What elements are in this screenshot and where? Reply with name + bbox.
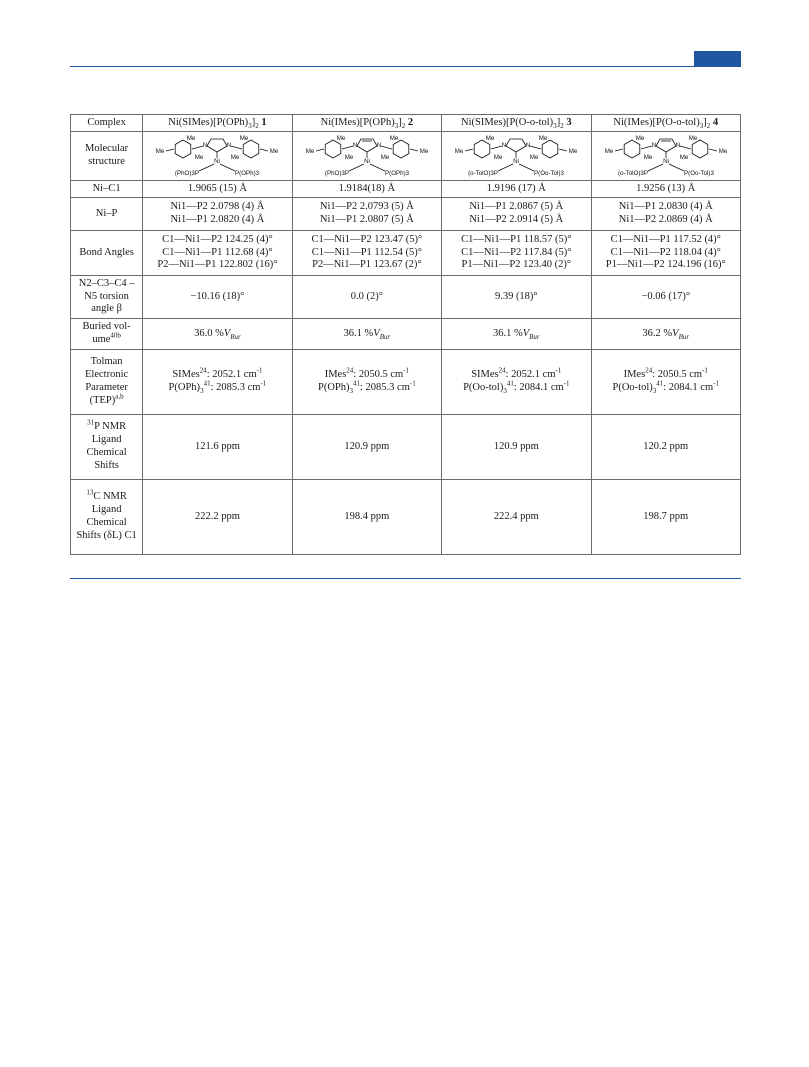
nitrogen-right-label: N: [526, 142, 531, 149]
mesityl-ring-right: [244, 140, 260, 158]
ni-p-cell: Ni1—P1 2.0867 (5) Å Ni1—P2 2.0914 (5) Å: [442, 198, 591, 231]
c13-shift-value: 198.4 ppm: [292, 480, 441, 555]
para-methyl-bond-right: [559, 149, 567, 151]
row-label-31p-nmr: $^{31}$P NMR Ligand Chemical Shifts: [71, 415, 143, 480]
n-aryl-bond-right: [530, 146, 541, 149]
methyl-para-left-label: Me: [604, 148, 614, 155]
ring-bond-left: [656, 146, 666, 152]
row-label-tep: Tolman Electronic Parameter (TEP)$^{a,b}$: [71, 350, 143, 415]
para-methyl-bond-right: [260, 149, 268, 151]
ni-c1-value: 1.9184(18) Å: [292, 181, 441, 198]
header-compound-4: $Ni(IMes)[P(O-o-tol)_3]_2$ 4: [591, 115, 740, 132]
ni-p-bond-left: [199, 164, 214, 171]
para-methyl-bond-left: [615, 149, 623, 151]
ni-p-bond-left: [648, 164, 663, 171]
p31-shift-value: 121.6 ppm: [143, 415, 292, 480]
buried-volume-value: 36.2 $\%V_{Bur}$: [591, 319, 740, 350]
row-label-ni-c1: Ni–C1: [71, 181, 143, 198]
row-label-buried-volume: Buried vol-ume$^{40b}$: [71, 319, 143, 350]
methyl-ortho-right-label: Me: [380, 154, 390, 161]
ni-p-cell: Ni1—P2 2.0793 (5) Å Ni1—P1 2.0807 (5) Å: [292, 198, 441, 231]
para-methyl-bond-left: [316, 149, 324, 151]
n-aryl-bond-right: [231, 146, 242, 149]
ring-bond-right: [666, 146, 676, 152]
methyl-top-right-label: Me: [389, 135, 399, 142]
imidazole-backbone: [207, 139, 227, 146]
row-label-structure: Molecular structure: [71, 132, 143, 181]
methyl-para-left-label: Me: [156, 148, 165, 155]
n-aryl-bond-right: [381, 146, 392, 149]
p31-shift-value: 120.2 ppm: [591, 415, 740, 480]
n-aryl-bond-left: [491, 146, 502, 149]
table-header-row: [71, 115, 741, 132]
methyl-para-right-label: Me: [718, 148, 728, 155]
row-label-ni-p: Ni–P: [71, 198, 143, 231]
c13-shift-value: 222.2 ppm: [143, 480, 292, 555]
torsion-value: −0.06 (17)°: [591, 276, 740, 319]
imidazole-backbone: [656, 139, 676, 146]
molecule-structure-2: [297, 134, 437, 178]
nitrogen-left-label: N: [203, 142, 208, 149]
methyl-ortho-left-label: Me: [195, 154, 204, 161]
methyl-para-right-label: Me: [419, 148, 429, 155]
molecule-structure-3: [446, 134, 586, 178]
nickel-label: Ni: [513, 158, 520, 165]
bond-angles-cell: C1—Ni1—P2 123.47 (5)° C1—Ni1—P1 112.54 (5)° P2—Ni1—P1 123.67 (2)°: [292, 231, 441, 276]
ring-bond-right: [217, 146, 227, 152]
header-rule: [70, 66, 741, 67]
n-aryl-bond-left: [192, 146, 203, 149]
nickel-label: Ni: [662, 158, 669, 165]
ring-bond-right: [516, 146, 526, 152]
nitrogen-left-label: N: [651, 142, 656, 149]
nitrogen-right-label: N: [227, 142, 232, 149]
tep-cell: SIMes$^{24}$: 2052.1 $cm^{-1}$ $P(Oo-tol)_3^{41}$: 2084.1 $cm^{-1}$: [442, 350, 591, 415]
molecule-structure-1: [147, 134, 287, 178]
c13-shift-value: 198.7 ppm: [591, 480, 740, 555]
n-aryl-bond-left: [641, 146, 652, 149]
ring-bond-right: [367, 146, 377, 152]
table-row-13c-nmr: [71, 480, 741, 555]
tep-cell: IMes$^{24}$: 2050.5 $cm^{-1}$ $P(Oo-tol)_3^{41}$: 2084.1 $cm^{-1}$: [591, 350, 740, 415]
ni-p-bond-right: [370, 164, 385, 171]
torsion-value: 9.39 (18)°: [442, 276, 591, 319]
ring-bond-left: [207, 146, 217, 152]
molecule-cell-3: [442, 132, 591, 181]
nitrogen-right-label: N: [675, 142, 680, 149]
ni-c1-value: 1.9256 (13) Å: [591, 181, 740, 198]
ni-p-bond-left: [349, 164, 364, 171]
ni-p-bond-left: [498, 164, 513, 171]
methyl-ortho-right-label: Me: [231, 154, 240, 161]
ni-c1-value: 1.9196 (17) Å: [442, 181, 591, 198]
methyl-para-right-label: Me: [568, 148, 578, 155]
imidazole-backbone: [357, 139, 377, 146]
ni-p-cell: Ni1—P2 2.0798 (4) Å Ni1—P1 2.0820 (4) Å: [143, 198, 292, 231]
methyl-top-right-label: Me: [688, 135, 698, 142]
header-compound-2: $Ni(IMes)[P(OPh)_3]_2$ 2: [292, 115, 441, 132]
row-label-bond-angles: Bond Angles: [71, 231, 143, 276]
ni-c1-value: 1.9065 (15) Å: [143, 181, 292, 198]
methyl-top-left-label: Me: [635, 135, 645, 142]
c13-shift-value: 222.4 ppm: [442, 480, 591, 555]
phosphite-right-label: P(OPh)3: [235, 170, 260, 177]
nickel-label: Ni: [214, 158, 221, 165]
tep-cell: IMes$^{24}$: 2050.5 $cm^{-1}$ $P(OPh)_3^{41}$: 2085.3 $cm^{-1}$: [292, 350, 441, 415]
phosphite-right-label: P(Oo-Tol)3: [534, 170, 565, 177]
header-label: Complex: [71, 115, 143, 132]
methyl-ortho-left-label: Me: [344, 154, 354, 161]
torsion-value: −10.16 (18)°: [143, 276, 292, 319]
methyl-top-left-label: Me: [485, 135, 495, 142]
methyl-ortho-right-label: Me: [679, 154, 689, 161]
mesityl-ring-right: [393, 140, 409, 158]
footer-rule: [70, 578, 741, 579]
ni-p-bond-right: [220, 164, 235, 171]
table-row-bond-angles: [71, 231, 741, 276]
ni-p-bond-right: [519, 164, 534, 171]
mesityl-ring-left: [474, 140, 490, 158]
header-compound-3: $Ni(SIMes)[P(O-o-tol)_3]_2$ 3: [442, 115, 591, 132]
para-methyl-bond-right: [410, 149, 418, 151]
tep-cell: SIMes$^{24}$: 2052.1 $cm^{-1}$ $P(OPh)_3^{41}$: 2085.3 $cm^{-1}$: [143, 350, 292, 415]
mesityl-ring-left: [325, 140, 341, 158]
phosphite-left-label: (o-TolO)3P: [468, 170, 499, 177]
nitrogen-right-label: N: [376, 142, 382, 149]
methyl-top-right-label: Me: [538, 135, 548, 142]
mesityl-ring-left: [624, 140, 640, 158]
table-row-ni-c1: [71, 181, 741, 198]
n-aryl-bond-left: [342, 146, 353, 149]
ni-p-cell: Ni1—P1 2.0830 (4) Å Ni1—P2 2.0869 (4) Å: [591, 198, 740, 231]
ring-bond-left: [506, 146, 516, 152]
row-label-torsion: N2–C3–C4 –N5 torsion angle β: [71, 276, 143, 319]
methyl-ortho-left-label: Me: [643, 154, 653, 161]
phosphite-left-label: (o-TolO)3P: [617, 170, 648, 177]
methyl-ortho-left-label: Me: [493, 154, 503, 161]
torsion-value: 0.0 (2)°: [292, 276, 441, 319]
p31-shift-value: 120.9 ppm: [442, 415, 591, 480]
bond-angles-cell: C1—Ni1—P2 124.25 (4)° C1—Ni1—P1 112.68 (4)° P2—Ni1—P1 122.802 (16)°: [143, 231, 292, 276]
ni-p-bond-right: [669, 164, 684, 171]
phosphite-right-label: P(OPh)3: [384, 170, 409, 177]
phosphite-left-label: (PhO)3P: [324, 170, 349, 177]
table-row-torsion: [71, 276, 741, 319]
table-row-buried-volume: [71, 319, 741, 350]
p31-shift-value: 120.9 ppm: [292, 415, 441, 480]
molecule-cell-1: [143, 132, 292, 181]
table-row-structure: [71, 132, 741, 181]
methyl-top-right-label: Me: [240, 135, 249, 142]
imidazole-backbone: [506, 139, 526, 146]
phosphite-left-label: (PhO)3P: [175, 170, 200, 177]
header-compound-1: $Ni(SIMes)[P(OPh)_3]_2$ 1: [143, 115, 292, 132]
table-row-tep: [71, 350, 741, 415]
mesityl-ring-right: [692, 140, 708, 158]
mesityl-ring-right: [542, 140, 558, 158]
table-row-ni-p: [71, 198, 741, 231]
bond-angles-cell: C1—Ni1—P1 117.52 (4)° C1—Ni1—P2 118.04 (4)° P1—Ni1—P2 124.196 (16)°: [591, 231, 740, 276]
table-row-31p-nmr: [71, 415, 741, 480]
methyl-top-left-label: Me: [336, 135, 346, 142]
row-label-13c-nmr: $^{13}$C NMR Ligand Chemical Shifts (δL) C1: [71, 480, 143, 555]
methyl-top-left-label: Me: [187, 135, 196, 142]
molecule-cell-4: [591, 132, 740, 181]
methyl-para-left-label: Me: [305, 148, 315, 155]
mesityl-ring-left: [176, 140, 192, 158]
data-table: [70, 114, 741, 555]
nickel-label: Ni: [363, 158, 370, 165]
nitrogen-left-label: N: [502, 142, 507, 149]
header-tab-marker: [694, 51, 741, 66]
methyl-ortho-right-label: Me: [529, 154, 539, 161]
molecule-cell-2: [292, 132, 441, 181]
phosphite-right-label: P(Oo-Tol)3: [683, 170, 714, 177]
para-methyl-bond-right: [709, 149, 717, 151]
methyl-para-left-label: Me: [454, 148, 464, 155]
para-methyl-bond-left: [465, 149, 473, 151]
para-methyl-bond-left: [166, 149, 174, 151]
n-aryl-bond-right: [680, 146, 691, 149]
methyl-para-right-label: Me: [270, 148, 279, 155]
bond-angles-cell: C1—Ni1—P1 118.57 (5)° C1—Ni1—P2 117.84 (5)° P1—Ni1—P2 123.40 (2)°: [442, 231, 591, 276]
buried-volume-value: 36.1 $\%V_{Bur}$: [292, 319, 441, 350]
buried-volume-value: 36.1 $\%V_{Bur}$: [442, 319, 591, 350]
buried-volume-value: 36.0 $\%V_{Bur}$: [143, 319, 292, 350]
molecule-structure-4: [596, 134, 736, 178]
nitrogen-left-label: N: [352, 142, 358, 149]
ring-bond-left: [357, 146, 367, 152]
